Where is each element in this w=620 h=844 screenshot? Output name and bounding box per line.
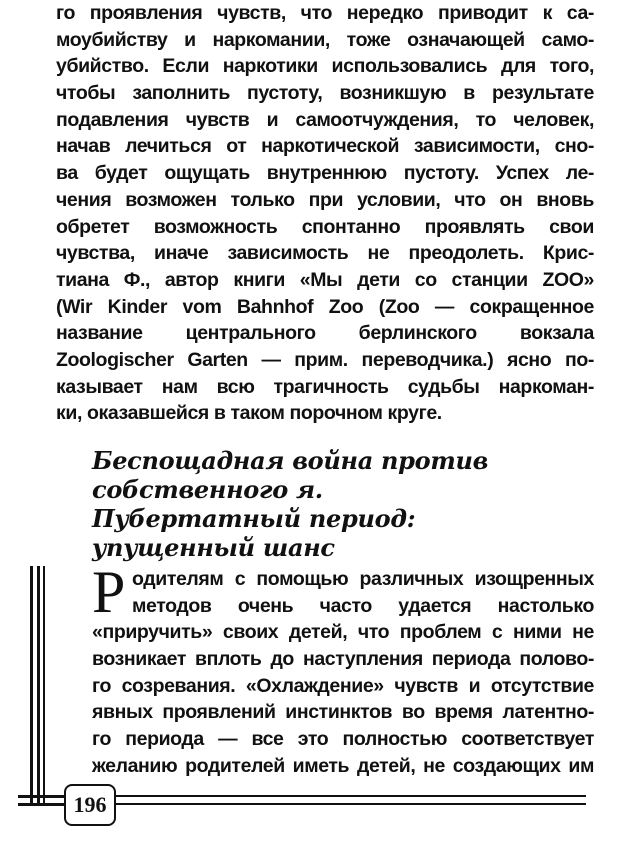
footer-rule	[18, 795, 64, 798]
text-line: начав лечиться от наркотической зависимости, сно-	[56, 135, 594, 158]
margin-rule	[43, 566, 45, 804]
text-line: тиана Ф., автор книги «Мы дети со станции ZOO»	[56, 268, 594, 291]
section-paragraph	[92, 559, 594, 780]
text-line: одителям с помощью различных изощренных	[132, 568, 594, 590]
footer-rule	[18, 803, 64, 806]
text-line: го созревания. «Охлаждение» чувств и отсутствие	[92, 674, 594, 697]
text-line: убийство. Если наркотики использовались для того,	[56, 55, 594, 78]
section-heading	[92, 446, 562, 562]
top-paragraph	[56, 0, 594, 427]
text-line: чтобы заполнить пустоту, возникшую в результате	[56, 82, 594, 105]
text-line: моубийству и наркомании, тоже означающей само-	[56, 28, 594, 51]
text-line: Zoologischer Garten — прим. переводчика.) ясно по-	[56, 348, 594, 371]
heading-line: Беспощадная война против	[92, 446, 489, 475]
text-line: казывает нам всю трагичность судьбы наркоман-	[56, 375, 594, 398]
text-line: го проявления чувств, что нередко приводит к са-	[56, 2, 594, 24]
footer-rule	[116, 795, 586, 797]
text-line: методов очень часто удается настолько	[132, 594, 594, 617]
text-line: чувства, иначе зависимость не преодолеть. Крис-	[56, 242, 594, 265]
text-line: подавления чувств и самоотчуждения, то человек,	[56, 108, 594, 131]
text-line: ки, оказавшейся в таком порочном круге.	[56, 402, 442, 425]
heading-line: собственного я.	[92, 475, 323, 504]
footer-rule	[116, 803, 586, 805]
text-line: (Wir Kinder vom Bahnhof Zoo (Zoo — сокращенное	[56, 295, 594, 318]
heading-line: упущенный шанс	[92, 533, 335, 562]
margin-rule	[37, 566, 40, 804]
drop-cap: Р	[92, 559, 126, 625]
text-line: ва будет ощущать внутреннюю пустоту. Успех ле-	[56, 162, 594, 185]
text-line: чения возможен только при условии, что он вновь	[56, 188, 594, 211]
margin-rule	[30, 566, 33, 804]
text-line: явных проявлений инстинктов во время латентно-	[92, 701, 594, 724]
text-line: желанию родителей иметь детей, не создающих им	[92, 754, 594, 777]
text-line: возникает вплоть до наступления периода полово-	[92, 648, 594, 671]
page-number: 196	[64, 784, 116, 826]
text-line: «приручить» своих детей, что проблем с ними не	[92, 621, 594, 644]
text-line: название центрального берлинского вокзала	[56, 322, 594, 345]
heading-line: Пубертатный период:	[92, 504, 416, 533]
text-line: го периода — все это полностью соответствует	[92, 728, 594, 751]
text-line: обретет возможность спонтанно проявлять свои	[56, 215, 594, 238]
